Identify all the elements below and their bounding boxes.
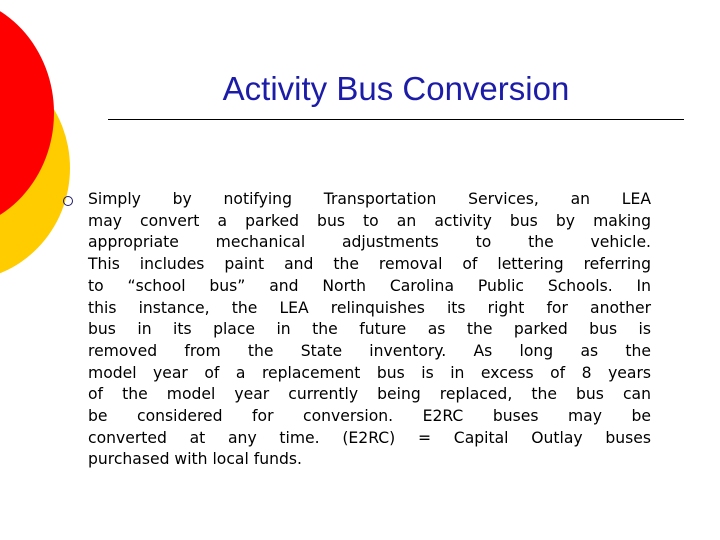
text-line: converted at any time. (E2RC) = Capital Outlay buses [88, 428, 651, 447]
bullet-paragraph [88, 189, 651, 471]
text-line: removed from the State inventory. As long as the [88, 341, 651, 360]
hollow-circle-bullet-icon [63, 196, 73, 206]
title-divider [108, 119, 684, 120]
text-line: Simply by notifying Transportation Services, an LEA [88, 190, 651, 208]
text-line: this instance, the LEA relinquishes its right for another [88, 298, 651, 317]
text-line: model year of a replacement bus is in excess of 8 years [88, 363, 651, 382]
text-line: of the model year currently being replaced, the bus can [88, 385, 651, 404]
text-line: to “school bus” and North Carolina Public Schools. In [88, 276, 651, 295]
slide-title: Activity Bus Conversion [222, 70, 570, 107]
text-line: may convert a parked bus to an activity bus by making [88, 211, 651, 230]
text-line: purchased with local funds. [88, 450, 303, 469]
text-line: appropriate mechanical adjustments to the vehicle. [88, 233, 651, 252]
text-line: This includes paint and the removal of lettering referring [88, 255, 651, 274]
decorative-circles [0, 0, 80, 290]
text-line: bus in its place in the future as the parked bus is [88, 320, 651, 339]
text-line: be considered for conversion. E2RC buses may be [88, 407, 651, 426]
